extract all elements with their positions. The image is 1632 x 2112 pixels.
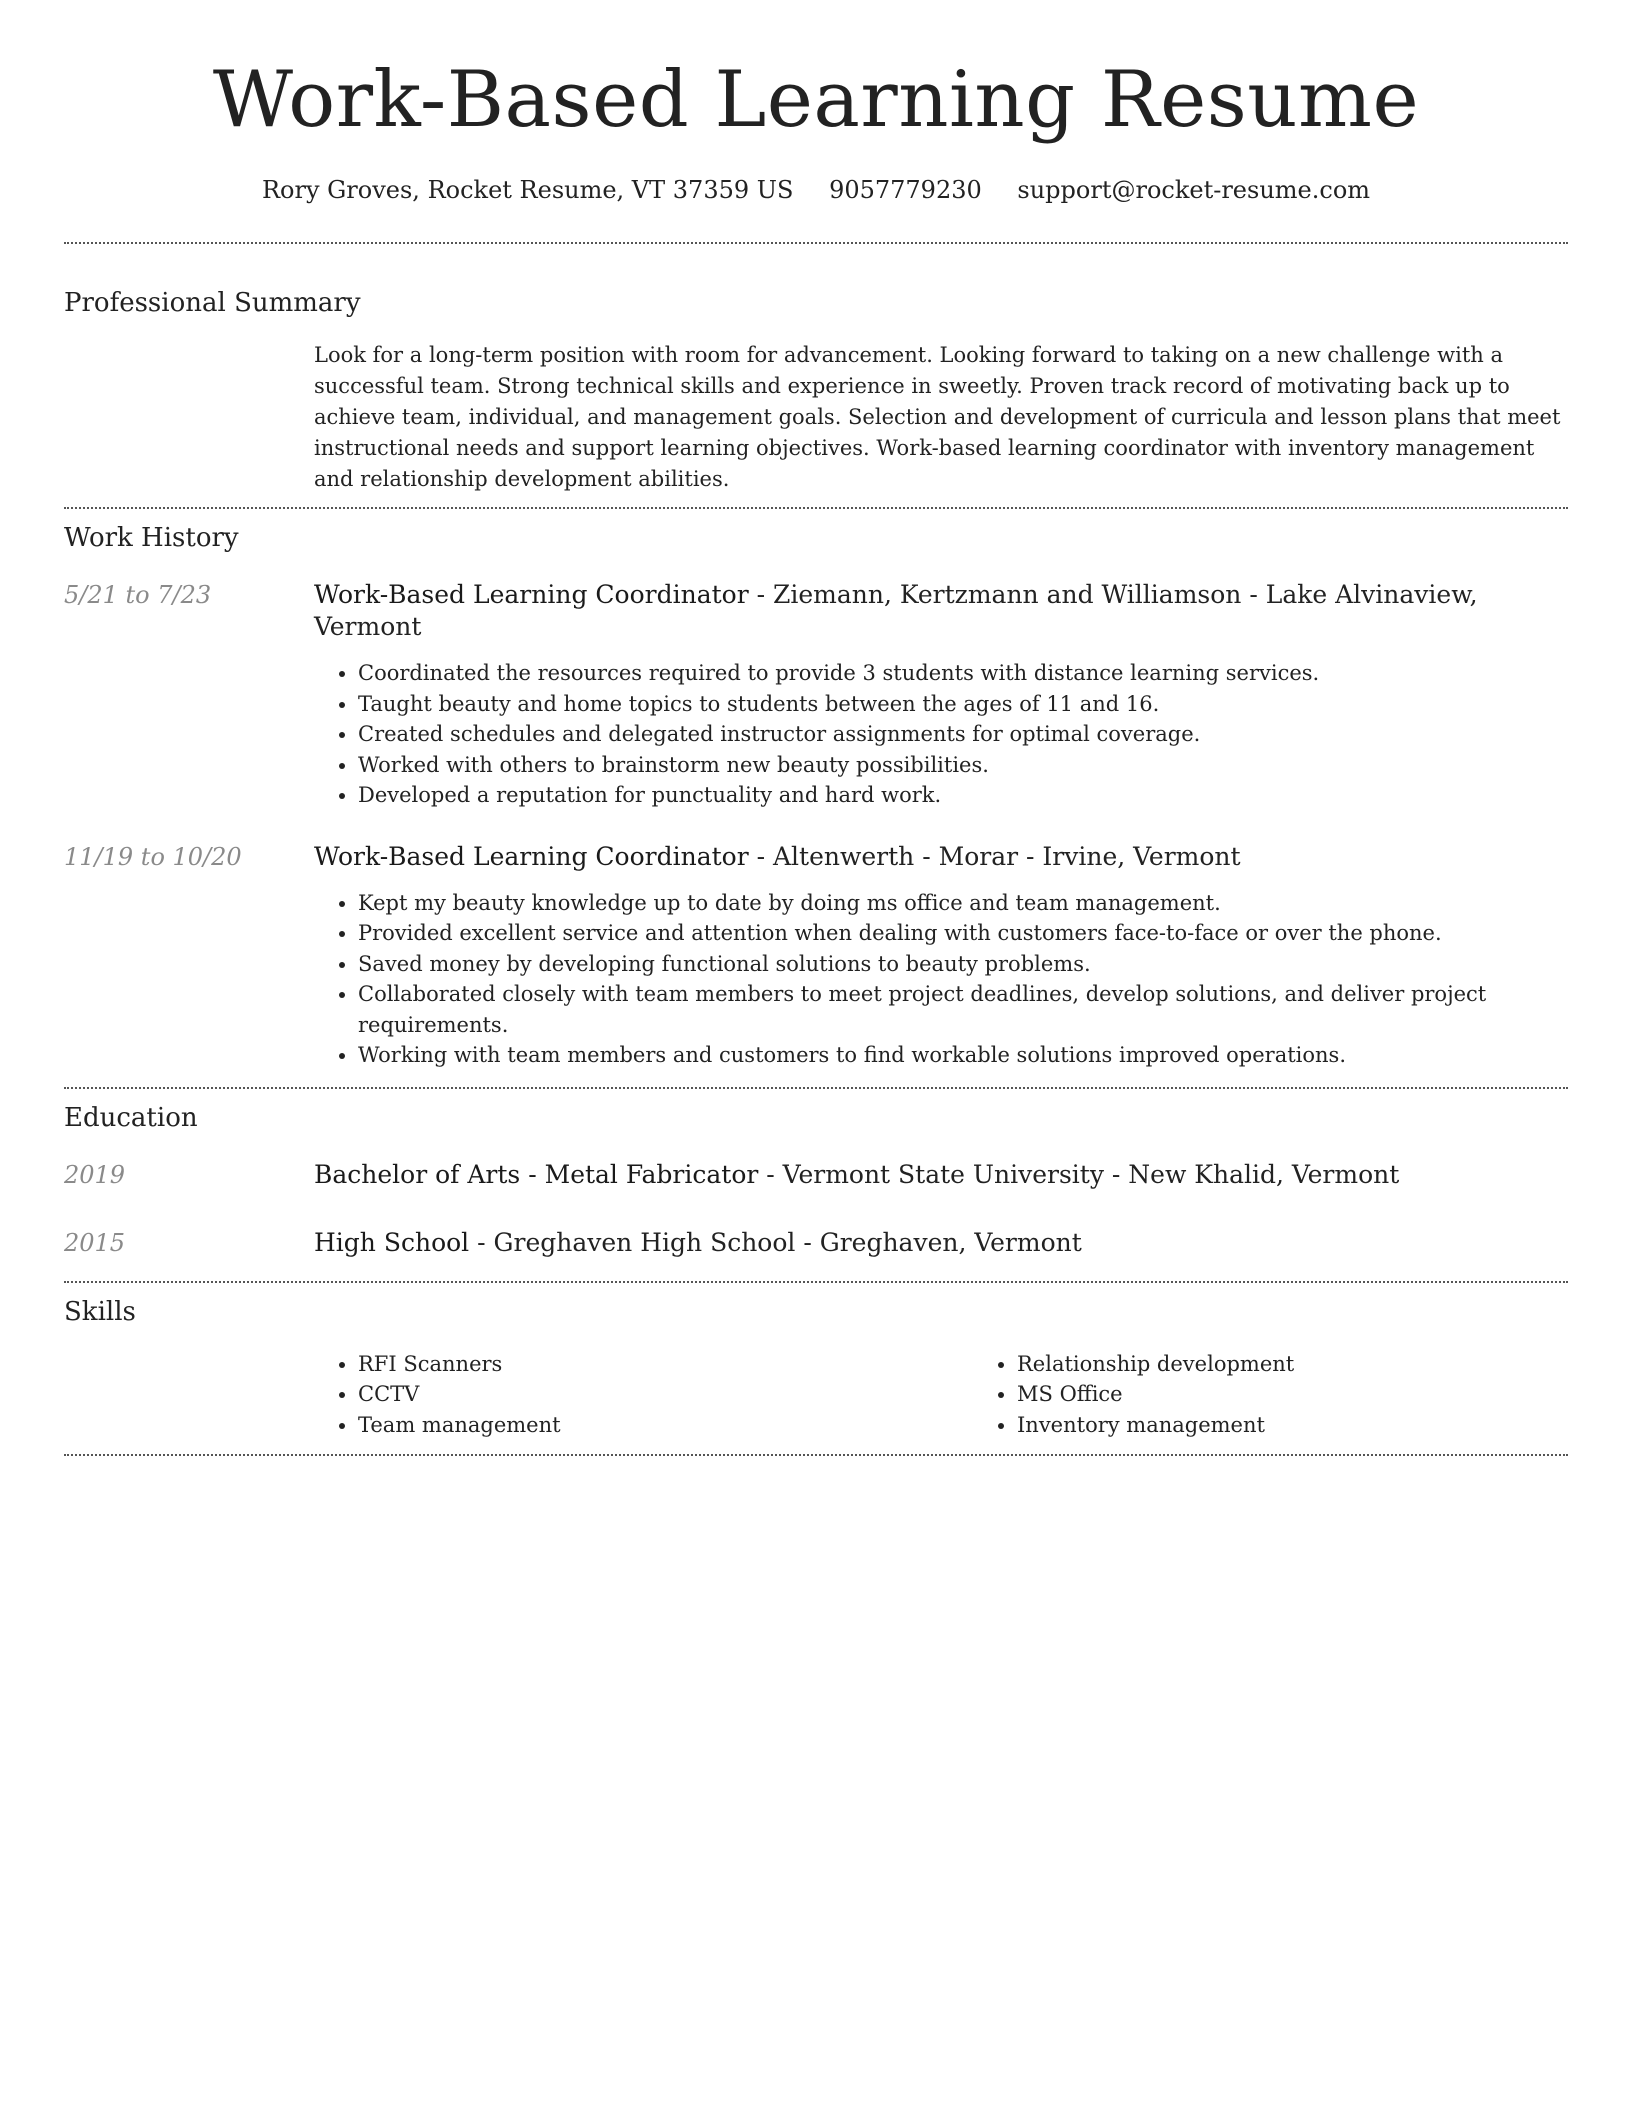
- contact-line: [64, 174, 1568, 206]
- job-bullet: • Created schedules and delegated instructor assignments for optimal coverage.: [358, 719, 1568, 750]
- job-dates: 5/21 to 7/23: [64, 581, 212, 609]
- education-entry: [64, 1227, 1568, 1259]
- divider: [64, 1454, 1568, 1456]
- resume-title: Work-Based Learning Resume: [212, 55, 1420, 145]
- divider: [64, 1281, 1568, 1283]
- job-bullet: • Developed a reputation for punctuality and hard work.: [358, 780, 1568, 811]
- skill-item: • CCTV: [358, 1379, 973, 1410]
- job-bullet: • Provided excellent service and attention when dealing with customers face-to-face or over the phone.: [358, 918, 1568, 949]
- divider: [64, 507, 1568, 509]
- contact-address: Rory Groves, Rocket Resume, VT 37359 US: [261, 176, 794, 204]
- summary-text: Look for a long-term position with room for advancement. Looking forward to taking on a new challenge with a successful team. Strong technical skills and experience in sweetly. Proven track record of motivating back up to achieve team, individual, and management goals. Selection and development of curricula and lesson plans that meet instructional needs and support learning objectives. Work-based learning coordinator with inventory management and relationship development abilities.: [314, 343, 1561, 491]
- contact-phone: 9057779230: [829, 176, 982, 204]
- job-dates: 11/19 to 10/20: [64, 842, 242, 871]
- contact-email: support@rocket-resume.com: [1017, 176, 1371, 204]
- job-entry: [64, 579, 1568, 811]
- skills-column-1: [314, 1349, 973, 1441]
- job-details: - Altenwerth - Morar - Irvine, Vermont: [748, 841, 1241, 871]
- education-heading: Education: [64, 1102, 198, 1133]
- job-heading: [314, 841, 1568, 873]
- skill-item: • MS Office: [1017, 1379, 1632, 1410]
- divider: [64, 242, 1568, 244]
- divider: [64, 1087, 1568, 1089]
- job-bullets: [314, 888, 1568, 1071]
- skill-item: • RFI Scanners: [358, 1349, 973, 1380]
- work-history-heading: Work History: [64, 523, 239, 553]
- job-title: Work-Based Learning Coordinator: [314, 580, 749, 609]
- education-details: - Greghaven High School - Greghaven, Vermont: [469, 1227, 1082, 1257]
- job-bullet: • Kept my beauty knowledge up to date by doing ms office and team management.: [358, 888, 1568, 919]
- job-entry: [64, 841, 1568, 1071]
- job-bullet: • Saved money by developing functional solutions to beauty problems.: [358, 949, 1568, 980]
- education-year: 2019: [64, 1160, 126, 1189]
- skill-item: • Team management: [358, 1410, 973, 1441]
- skills-list: [314, 1349, 1632, 1441]
- education-degree: Bachelor of Arts - Metal Fabricator: [314, 1159, 759, 1189]
- education-entry: [64, 1159, 1568, 1191]
- summary-heading: Professional Summary: [64, 288, 361, 318]
- skill-item: • Relationship development: [1017, 1349, 1632, 1380]
- job-details: - Ziemann, Kertzmann and Williamson - Lake Alvinaview, Vermont: [314, 580, 1478, 641]
- skill-item: • Inventory management: [1017, 1410, 1632, 1441]
- job-heading: [314, 579, 1568, 643]
- education-details: - Vermont State University - New Khalid, Vermont: [758, 1159, 1400, 1189]
- job-bullet: • Taught beauty and home topics to students between the ages of 11 and 16.: [358, 689, 1568, 720]
- skills-column-2: [973, 1349, 1632, 1441]
- skills-heading: Skills: [64, 1296, 136, 1327]
- job-bullets: [314, 658, 1568, 811]
- resume-page: [64, 0, 1568, 1456]
- job-bullet: • Collaborated closely with team members to meet project deadlines, develop solutions, and deliver project requirements.: [358, 979, 1568, 1040]
- education-degree: High School: [314, 1227, 470, 1257]
- education-year: 2015: [64, 1228, 126, 1257]
- job-bullet: • Coordinated the resources required to provide 3 students with distance learning services.: [358, 658, 1568, 689]
- job-title: Work-Based Learning Coordinator: [314, 841, 749, 871]
- job-bullet: • Worked with others to brainstorm new beauty possibilities.: [358, 750, 1568, 781]
- job-bullet: • Working with team members and customers to find workable solutions improved operations.: [358, 1040, 1568, 1071]
